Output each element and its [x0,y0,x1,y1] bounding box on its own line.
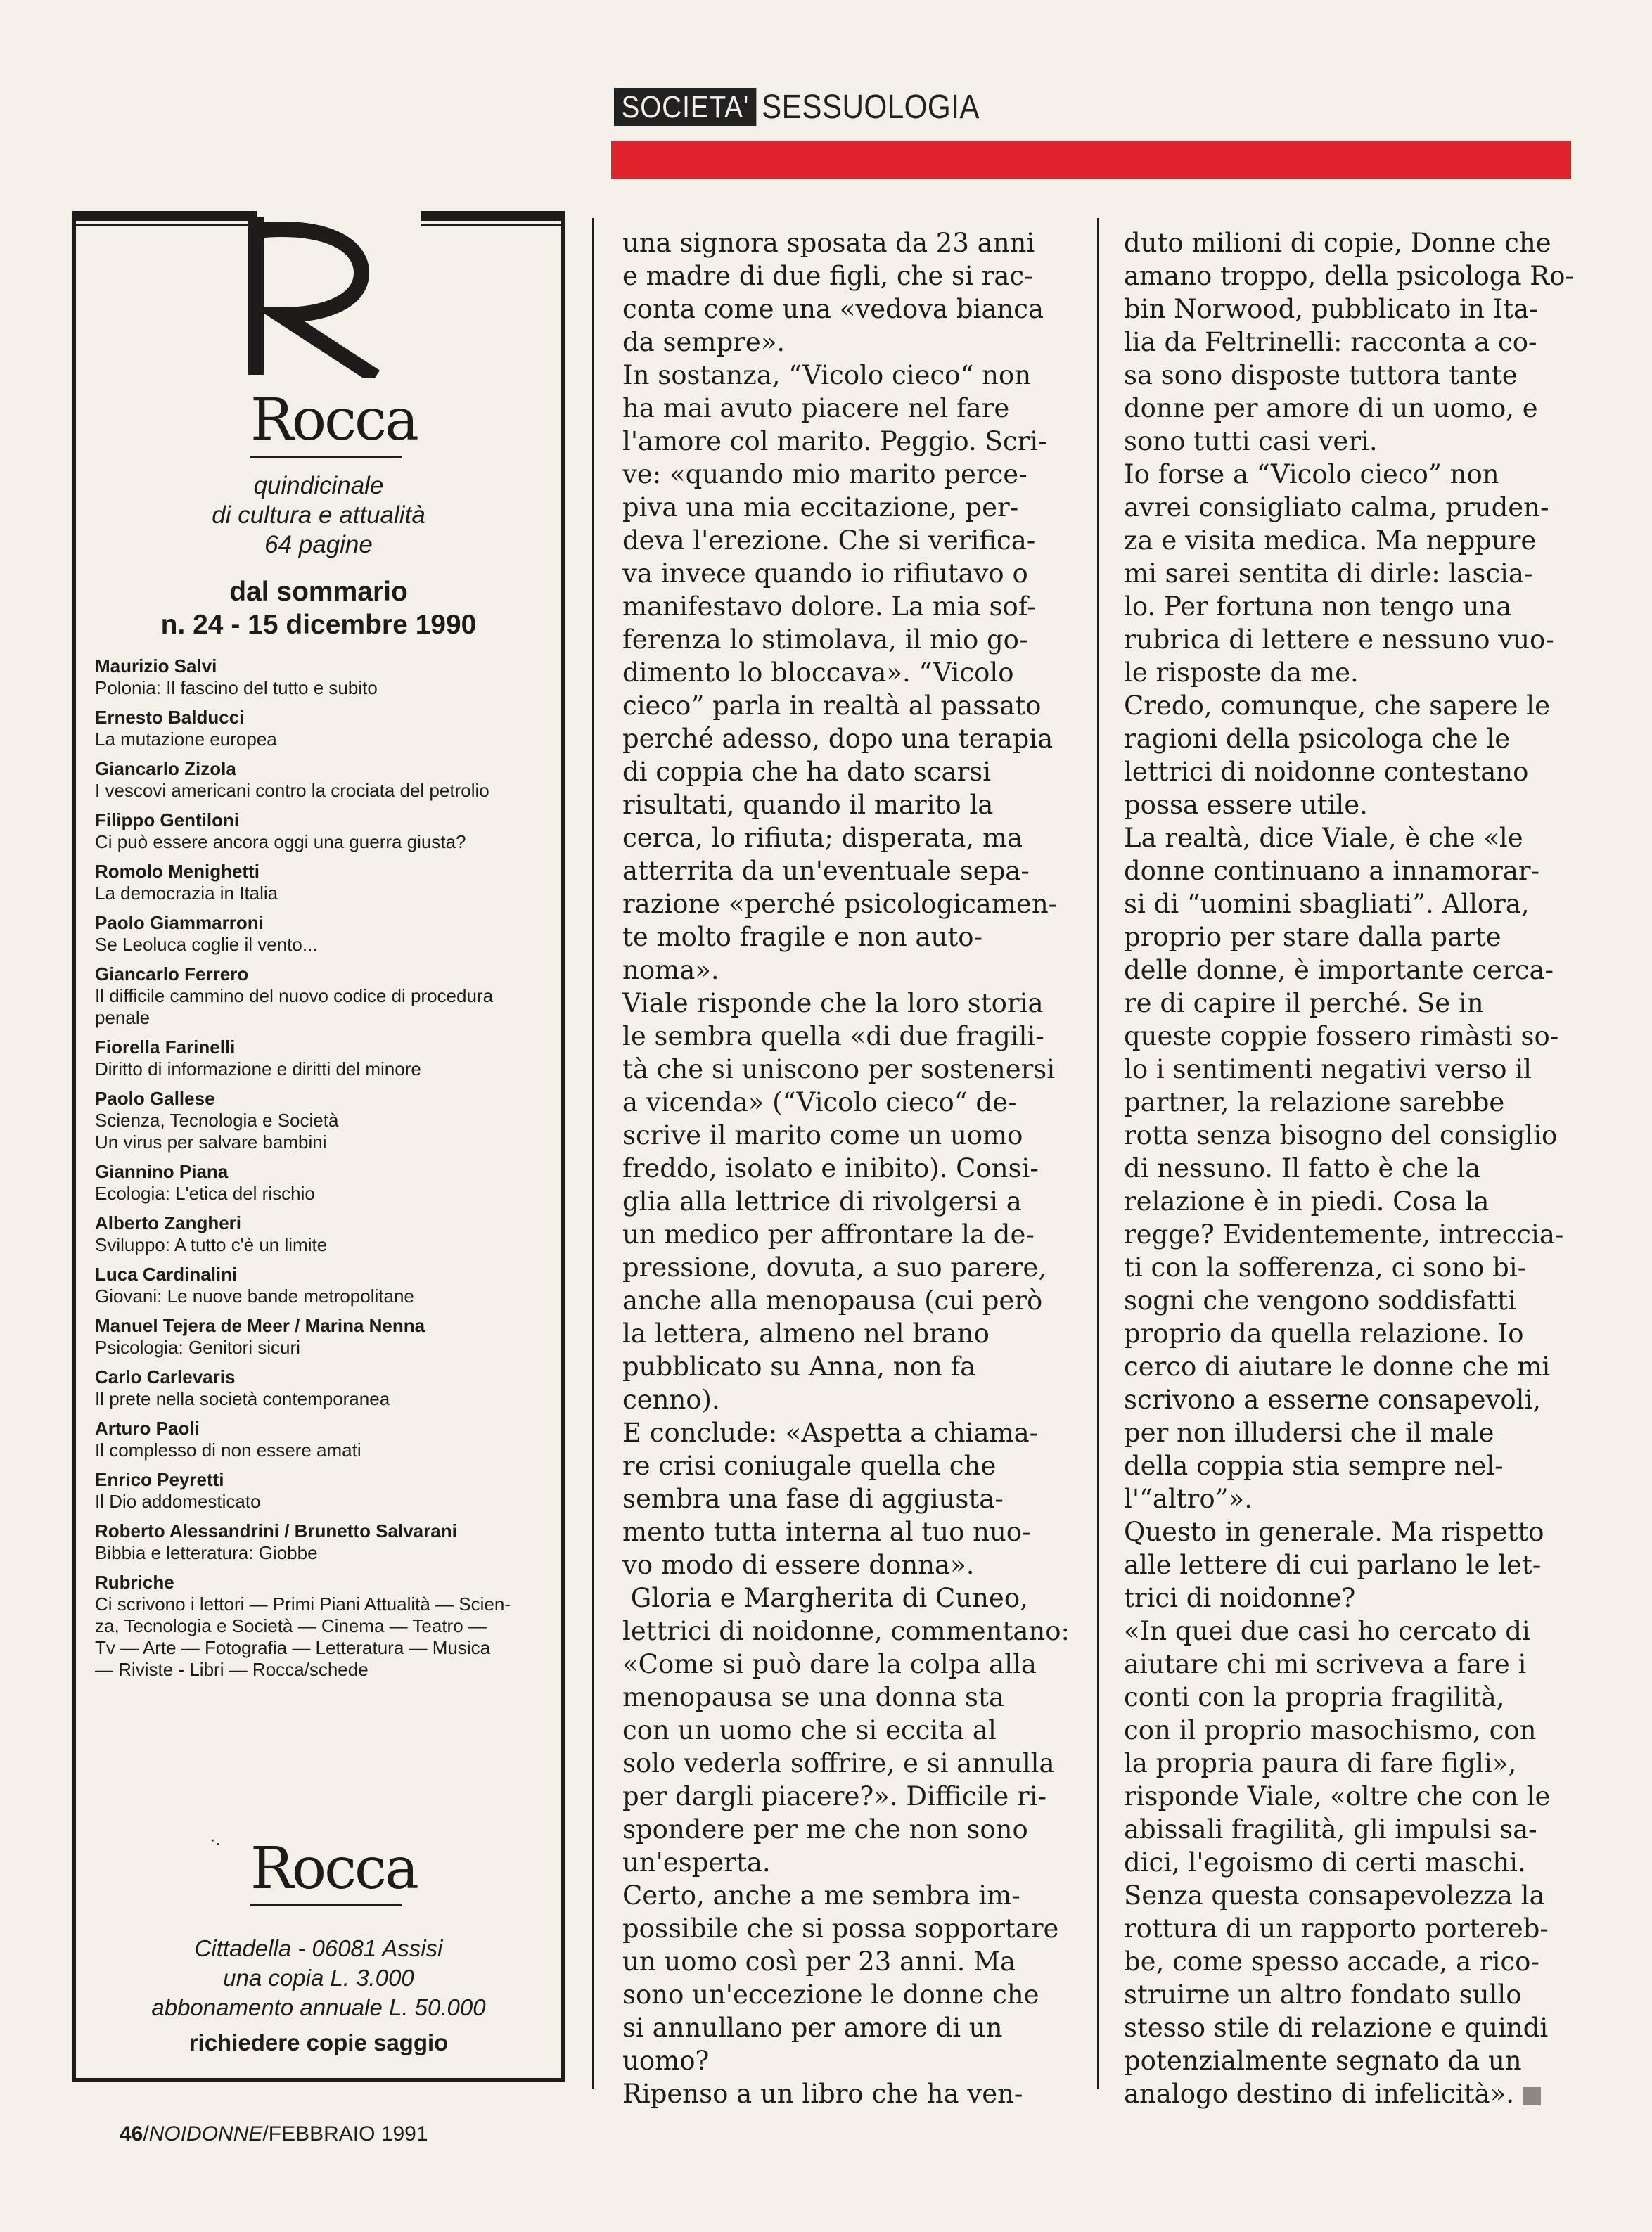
article-line: e madre di due figli, che si rac- [622,261,1033,291]
subsection-label: SESSUOLOGIA [762,88,980,126]
toc-author: Fiorella Farinelli [95,1037,236,1058]
toc-item [95,1469,552,1513]
article-line: si di “uomini sbagliati”. Allora, [1124,889,1530,919]
article-line: donne per amore di un uomo, e [1124,393,1538,423]
article-line: Io forse a “Vicolo cieco” non [1124,459,1499,489]
toc-item [95,963,552,1029]
article-line: rubrica di lettere e nessuno vuo- [1124,624,1554,655]
toc-author: Romolo Menighetti [95,861,260,882]
article-line: lo. Per fortuna non tengo una [1124,591,1512,622]
article-line: ti con la sofferenza, ci sono bi- [1124,1252,1527,1283]
toc-author: Filippo Gentiloni [95,809,240,830]
article-line: Ripenso a un libro che ha ven- [622,2079,1023,2109]
column-rule [1097,218,1099,2089]
article-line: conti con la propria fragilità, [1124,1682,1505,1712]
toc-item [95,1264,552,1307]
article-line: trici di noidonne? [1124,1583,1356,1613]
toc-author: Roberto Alessandrini / Brunetto Salvarani [95,1520,457,1541]
section-header [614,87,1010,127]
article-line: Gloria e Margherita di Cuneo, [622,1583,1028,1613]
article-line: lo i sentimenti negativi verso il [1124,1054,1532,1084]
sommario-title: dal sommario [229,577,408,607]
toc-title: Ci può essere ancora oggi una guerra giusta? [95,831,466,852]
toc-title: Il complesso di non essere amati [95,1439,361,1461]
article-line: re di capire il perché. Se in [1124,988,1484,1018]
toc-author: Enrico Peyretti [95,1469,224,1490]
article-line: perché adesso, dopo una terapia [622,724,1054,754]
article-line: queste coppie fossero rimàsti so- [1124,1021,1559,1051]
article-line: partner, la relazione sarebbe [1124,1087,1505,1117]
magazine-name: NOIDONNE [148,2122,263,2146]
article-line: aiutare chi mi scriveva a fare i [1124,1649,1527,1679]
article-line: la propria paura di fare figli», [1124,1748,1517,1778]
address-block [76,1934,561,2022]
article-line: cieco” parla in realtà al passato [622,691,1042,721]
article-line: potenzialmente segnato da un [1124,2046,1522,2076]
toc-author: Arturo Paoli [95,1418,200,1439]
article-line: duto milioni di copie, Donne che [1124,228,1551,258]
article-column-1 [622,226,1072,2110]
toc-author: Maurizio Salvi [95,655,217,676]
toc-title: Se Leoluca coglie il vento... [95,934,318,955]
article-line: amano troppo, della psicologa Ro- [1124,261,1574,291]
article-line: «Come si può dare la colpa alla [622,1649,1037,1679]
issue-date: FEBBRAIO 1991 [268,2122,428,2146]
article-line: mi sarei sentita di dirle: lascia- [1124,558,1533,589]
toc-author: Paolo Giammarroni [95,912,264,933]
toc-item [95,1161,552,1205]
article-line: di nessuno. Il fatto è che la [1124,1153,1481,1184]
article-line: bin Norwood, pubblicato in Ita- [1124,294,1538,324]
top-rule-right-thin [421,224,561,226]
big-r-logo-icon [242,217,383,378]
article-line: manifestavo dolore. La mia sof- [622,591,1036,622]
article-line: possa essere utile. [1124,790,1368,820]
article-line: le risposte da me. [1124,658,1359,688]
article-line: Viale risponde che la loro storia [622,988,1044,1018]
toc-author: Paolo Gallese [95,1088,215,1109]
article-line: un'esperta. [622,1847,771,1878]
article-line: relazione è in piedi. Cosa la [1124,1186,1490,1217]
top-rule-left [76,211,257,221]
article-line: alle lettere di cui parlano le let- [1124,1550,1542,1580]
article-line: pressione, dovuta, a suo parere, [622,1252,1047,1283]
toc-item [95,1366,552,1410]
article-line: pubblicato su Anna, non fa [622,1352,976,1382]
toc-title: Giovani: Le nuove bande metropolitane [95,1285,414,1307]
article-line: si annullano per amore di un [622,2013,1003,2043]
toc-item [95,758,552,802]
toc-title: Ci scrivono i lettori — Primi Piani Attualità — Scien- za, Tecnologia e Società — Cinema — Teatro — Tv — Arte — Fotografia — Letteratura — Musica — Riviste - Libri — Rocca/schede [95,1593,511,1680]
article-line: la lettera, almeno nel brano [622,1319,990,1349]
toc-item [95,1315,552,1359]
article-line: struirne un altro fondato sullo [1124,1980,1522,2010]
article-line: In sostanza, “Vicolo cieco“ non [622,360,1032,390]
toc-title: Scienza, Tecnologia e Società Un virus per salvare bambini [95,1110,339,1153]
tagline-line: quindicinale [253,472,384,499]
top-rule-right [421,211,561,221]
article-line: avrei consigliato calma, pruden- [1124,492,1549,522]
toc-item [95,707,552,750]
toc-item [95,655,552,699]
article-line: dici, l'egoismo di certi maschi. [1124,1847,1526,1878]
toc-item [95,861,552,904]
tagline-line: 64 pagine [264,531,373,558]
article-line: freddo, isolato e inibito). Consi- [622,1153,1039,1184]
table-of-contents [95,655,552,1688]
toc-author: Alberto Zangheri [95,1212,242,1233]
page-number: 46 [120,2122,143,2146]
subscription-line: abbonamento annuale L. 50.000 [151,1994,486,2020]
article-line: cerco di aiutare le donne che mi [1124,1352,1551,1382]
article-line: sono un'eccezione le donne che [622,1980,1039,2010]
price-line: una copia L. 3.000 [223,1965,414,1991]
article-line: tà che si uniscono per sostenersi [622,1054,1056,1084]
address-line: Cittadella - 06081 Assisi [194,1935,443,1961]
article-line: ha mai avuto piacere nel fare [622,393,1010,423]
article-line: spondere per me che non sono [622,1814,1028,1845]
article-line: un uomo così per 23 anni. Ma [622,1946,1016,1977]
article-line: solo vederla soffrire, e si annulla [622,1748,1055,1778]
article-line: possibile che si possa sopportare [622,1913,1059,1944]
article-line: vo modo di essere donna». [622,1550,975,1580]
end-of-article-mark [1523,2087,1541,2105]
article-line: l'amore col marito. Peggio. Scri- [622,426,1047,456]
article-line: della coppia stia sempre nel- [1124,1451,1504,1481]
article-line: Questo in generale. Ma rispetto [1124,1517,1544,1547]
toc-author: Carlo Carlevaris [95,1366,236,1387]
toc-item [95,1088,552,1153]
article-line: lia da Feltrinelli: racconta a co- [1124,327,1537,357]
toc-item [95,1418,552,1461]
article-line: scrive il marito come un uomo [622,1120,1023,1150]
article-line: conta come una «vedova bianca [622,294,1044,324]
rocca-logo: Rocca [250,387,417,454]
article-line: stesso stile di relazione e quindi [1124,2013,1549,2043]
article-line: re crisi coniugale quella che [622,1451,997,1481]
article-line: cerca, lo rifiuta; disperata, ma [622,823,1023,853]
toc-title: Psicologia: Genitori sicuri [95,1337,300,1358]
article-line: lettrici di noidonne contestano [1124,757,1529,787]
article-line: mento tutta interna al tuo nuo- [622,1517,1031,1547]
toc-author: Rubriche [95,1572,174,1593]
article-line: ragioni della psicologa che le [1124,724,1511,754]
article-line: proprio per stare dalla parte [1124,922,1501,952]
article-line: Senza questa consapevolezza la [1124,1880,1545,1911]
toc-author: Giancarlo Ferrero [95,963,249,984]
toc-item [95,1212,552,1256]
page-footer: 46/NOIDONNE/FEBBRAIO 1991 [120,2122,428,2146]
article-line: sono tutti casi veri. [1124,426,1378,456]
article-line: piva una mia eccitazione, per- [622,492,1019,522]
toc-title: Il prete nella società contemporanea [95,1388,390,1409]
article-line: abissali fragilità, gli impulsi sa- [1124,1814,1537,1845]
article-line: atterrita da un'eventuale sepa- [622,856,1030,886]
red-banner-bar [611,141,1571,179]
toc-title: Diritto di informazione e diritti del minore [95,1058,421,1079]
toc-title: La democrazia in Italia [95,883,278,904]
article-line: ferenza lo stimolava, il mio go- [622,624,1028,655]
article-line: scrivono a esserne consapevoli, [1124,1385,1542,1415]
article-line: sembra una fase di aggiusta- [622,1484,1004,1514]
article-column-2 [1124,226,1588,2110]
logo-underline [250,1904,402,1906]
article-line: E conclude: «Aspetta a chiama- [622,1418,1039,1448]
article-line: delle donne, è importante cerca- [1124,955,1554,985]
rocca-logo-small: Rocca [250,1835,417,1902]
toc-title: Sviluppo: A tutto c'è un limite [95,1234,328,1255]
sample-request: richiedere copie saggio [188,2029,449,2055]
article-line: le sembra quella «di due fragili- [622,1021,1044,1051]
article-line: noma». [622,955,719,985]
article-line: per non illudersi che il male [1124,1418,1494,1448]
toc-item [95,1572,552,1681]
article-line: con un uomo che si eccita al [622,1715,997,1745]
article-line: dimento lo bloccava». “Vicolo [622,658,1014,688]
article-line: «In quei due casi ho cercato di [1124,1616,1530,1646]
sommario-heading [76,575,561,641]
article-line: be, come spesso accade, a rico- [1124,1946,1539,1977]
article-line: Credo, comunque, che sapere le [1124,691,1550,721]
article-line: rottura di un rapporto portereb- [1124,1913,1549,1944]
article-line: proprio da quella relazione. Io [1124,1319,1524,1349]
article-line: con il proprio masochismo, con [1124,1715,1537,1745]
toc-title: Il Dio addomesticato [95,1491,261,1512]
article-line: risponde Viale, «oltre che con le [1124,1781,1551,1811]
tagline-line: di cultura e attualità [212,501,425,529]
toc-title: I vescovi americani contro la crociata del petrolio [95,780,489,801]
article-line: te molto fragile e non auto- [622,922,982,952]
article-line: risultati, quando il marito la [622,790,994,820]
rocca-ad-box [72,211,565,2082]
article-line: menopausa se una donna sta [622,1682,1004,1712]
toc-author: Manuel Tejera de Meer / Marina Nenna [95,1315,425,1336]
toc-title: Il difficile cammino del nuovo codice di procedura penale [95,985,494,1028]
toc-author: Luca Cardinalini [95,1264,238,1285]
issue-number: n. 24 - 15 dicembre 1990 [160,610,477,640]
toc-title: Polonia: Il fascino del tutto e subito [95,677,378,698]
toc-author: Giancarlo Zizola [95,758,236,779]
article-line: l'“altro”». [1124,1484,1253,1514]
article-line: uomo? [622,2046,710,2076]
toc-item [95,809,552,853]
article-line: Certo, anche a me sembra im- [622,1880,1020,1911]
article-line: anche alla menopausa (cui però [622,1285,1043,1316]
column-rule [592,218,594,2089]
top-rule-left-thin [76,224,257,226]
article-line: cenno). [622,1385,720,1415]
tagline [76,471,561,560]
article-line: deva l'erezione. Che si verifica- [622,525,1036,556]
article-line: analogo destino di infelicità». [1124,2077,1588,2110]
article-line: rotta senza bisogno del consiglio [1124,1120,1558,1150]
article-line: za e visita medica. Ma neppure [1124,525,1537,556]
article-line: per dargli piacere?». Difficile ri- [622,1781,1047,1811]
article-line: sogni che vengono soddisfatti [1124,1285,1516,1316]
article-line: da sempre». [622,327,786,357]
toc-author: Giannino Piana [95,1161,229,1182]
article-line: a vicenda» (“Vicolo cieco“ de- [622,1087,1017,1117]
article-line: razione «perché psicologicamen- [622,889,1058,919]
article-line: sa sono disposte tuttora tante [1124,360,1518,390]
toc-author: Ernesto Balducci [95,707,245,728]
decorative-dots: ·. [210,1828,221,1849]
article-line: regge? Evidentemente, intreccia- [1124,1219,1564,1250]
article-line: glia alla lettrice di rivolgersi a [622,1186,1022,1217]
toc-title: La mutazione europea [95,729,277,750]
toc-item [95,1520,552,1564]
logo-underline [250,456,402,458]
toc-title: Bibbia e letteratura: Giobbe [95,1542,318,1563]
article-line: ve: «quando mio marito perce- [622,459,1027,489]
article-line: lettrici di noidonne, commentano: [622,1616,1070,1646]
toc-title: Ecologia: L'etica del rischio [95,1183,315,1204]
toc-item [95,912,552,956]
article-line: donne continuano a innamorar- [1124,856,1540,886]
article-line: La realtà, dice Viale, è che «le [1124,823,1523,853]
article-line: va invece quando io rifiutavo o [622,558,1028,589]
article-line: un medico per affrontare la de- [622,1219,1035,1250]
article-line: di coppia che ha dato scarsi [622,757,992,787]
article-line: una signora sposata da 23 anni [622,228,1035,258]
section-label: SOCIETA' [614,88,757,126]
toc-item [95,1037,552,1080]
